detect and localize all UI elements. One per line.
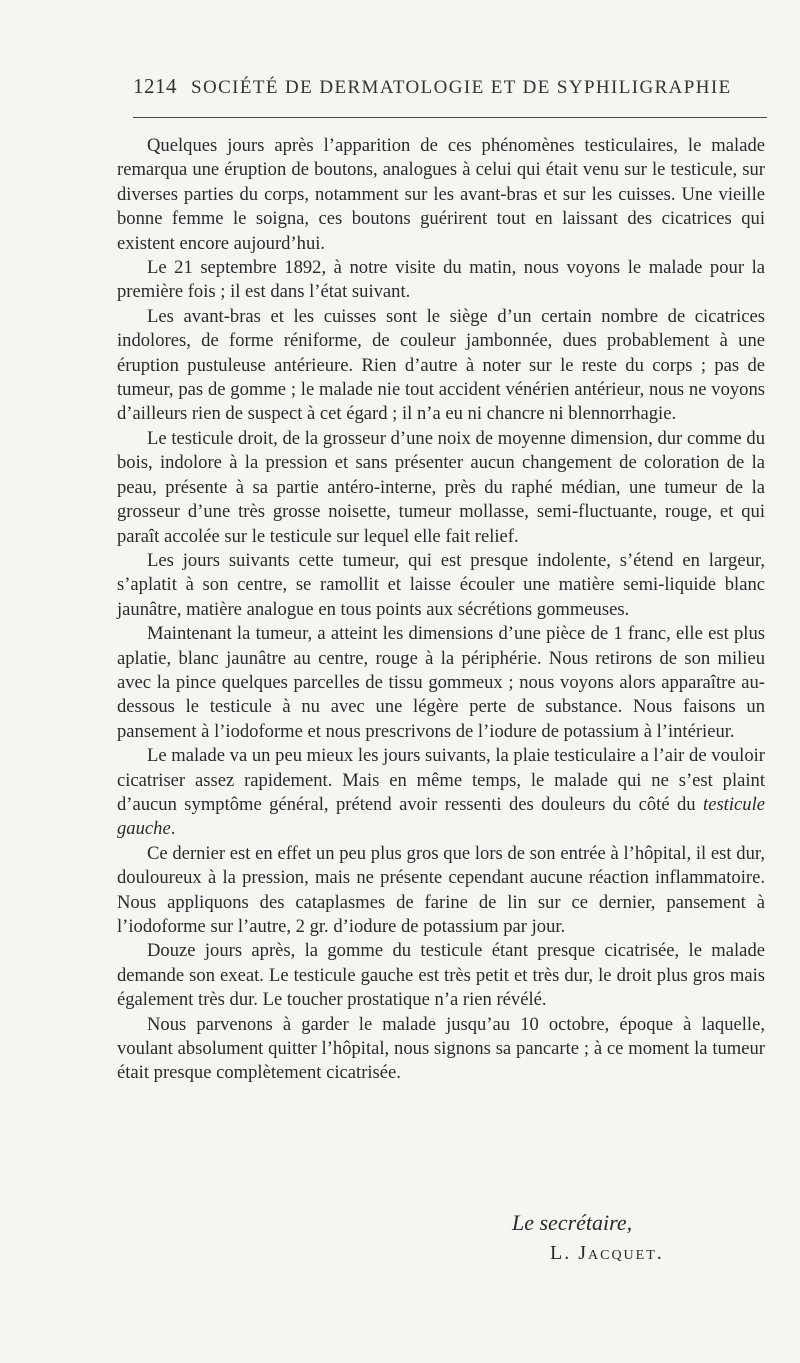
running-title: SOCIÉTÉ DE DERMATOLOGIE ET DE SYPHILIGRAPHIE [191,77,732,98]
paragraph-10: Nous parvenons à garder le malade jusqu’au 10 octobre, époque à laquelle, voulant absolument quitter l’hôpital, nous signons sa pancarte ; à ce moment la tumeur était presque complètement cicatrisée. [117,1013,765,1084]
paragraph-1: Quelques jours après l’apparition de ces phénomènes testiculaires, le malade remarqua une éruption de boutons, analogues à celui qui était venu sur le testicule, sur diverses parties du corps, notamment sur les avant-bras et sur les cuisses. Une vieille bonne femme le soigna, ces boutons guérirent tout en laissant des cicatrices qui existent encore aujourd’hui. [117,135,765,254]
paragraph-6: Maintenant la tumeur, a atteint les dimensions d’une pièce de 1 franc, elle est plus aplatie, blanc jaunâtre au centre, rouge à la périphérie. Nous retirons de son milieu avec la pince quelques parcelles de tissu gommeux ; nous voyons alors apparaître au-dessous le testicule à nu avec une légère perte de substance. Nous faisons un pansement à l’iodoforme et nous prescrivons de l’iodure de potassium à l’intérieur. [117,623,765,742]
paragraph-5: Les jours suivants cette tumeur, qui est presque indolente, s’étend en largeur, s’aplatit à son centre, se ramollit et laisse écouler une matière semi-liquide blanc jaunâtre, matière analogue en tous points aux sécrétions gommeuses. [117,549,765,620]
paragraph-7 [117,744,765,842]
paragraph-7-text: Le malade va un peu mieux les jours suivants, la plaie testiculaire a l’air de vouloir cicatriser assez rapidement. Mais en même temps, le malade qui ne s’est plaint d’aucun symptôme général, prétend avoir ressenti des douleurs du côté du [117,745,765,815]
paragraph-7-end: . [170,818,176,840]
paragraph-8: Ce dernier est en effet un peu plus gros que lors de son entrée à l’hôpital, il est dur, douloureux à la pression, mais ne présente cependant aucune réaction inflammatoire. Nous appliquons des cataplasmes de farine de lin sur ce dernier, pansement à l’iodoforme sur l’autre, 2 gr. d’iodure de potassium par jour. [117,842,765,937]
paragraph-2: Le 21 septembre 1892, à notre visite du matin, nous voyons le malade pour la première fois ; il est dans l’état suivant. [117,257,765,303]
body-text [117,134,765,1086]
page-number: 1214 [133,74,177,98]
paragraph-9: Douze jours après, la gomme du testicule étant presque cicatrisée, le malade demande son exeat. Le testicule gauche est très petit et très dur, le droit plus gros mais également très dur. Le toucher prostatique n’a rien révélé. [117,940,765,1011]
paragraph-3: Les avant-bras et les cuisses sont le siège d’un certain nombre de cicatrices indolores, de forme réniforme, de couleur jambonnée, dues probablement à une éruption pustuleuse antérieure. Rien d’autre à noter sur le reste du corps ; pas de tumeur, pas de gomme ; le malade nie tout accident vénérien antérieur, nous ne voyons d’ailleurs rien de suspect à cet égard ; il n’a eu ni chancre ni blennorrhagie. [117,305,765,425]
header-rule [133,117,767,118]
paragraph-7-italic: testicule gauche [117,793,765,840]
page-header [133,74,767,99]
signature-title: Le secrétaire, [512,1210,633,1235]
signature-name: L. Jacquet. [550,1242,664,1264]
paragraph-4: Le testicule droit, de la grosseur d’une noix de moyenne dimension, dur comme du bois, indolore à la pression et sans présenter aucun changement de coloration de la peau, présente à sa partie antéro-interne, près du raphé médian, une tumeur de la grosseur d’une très grosse noisette, tumeur mollasse, semi-fluctuante, rouge, et qui paraît accolée sur le testicule sur lequel elle fait relief. [117,427,765,547]
